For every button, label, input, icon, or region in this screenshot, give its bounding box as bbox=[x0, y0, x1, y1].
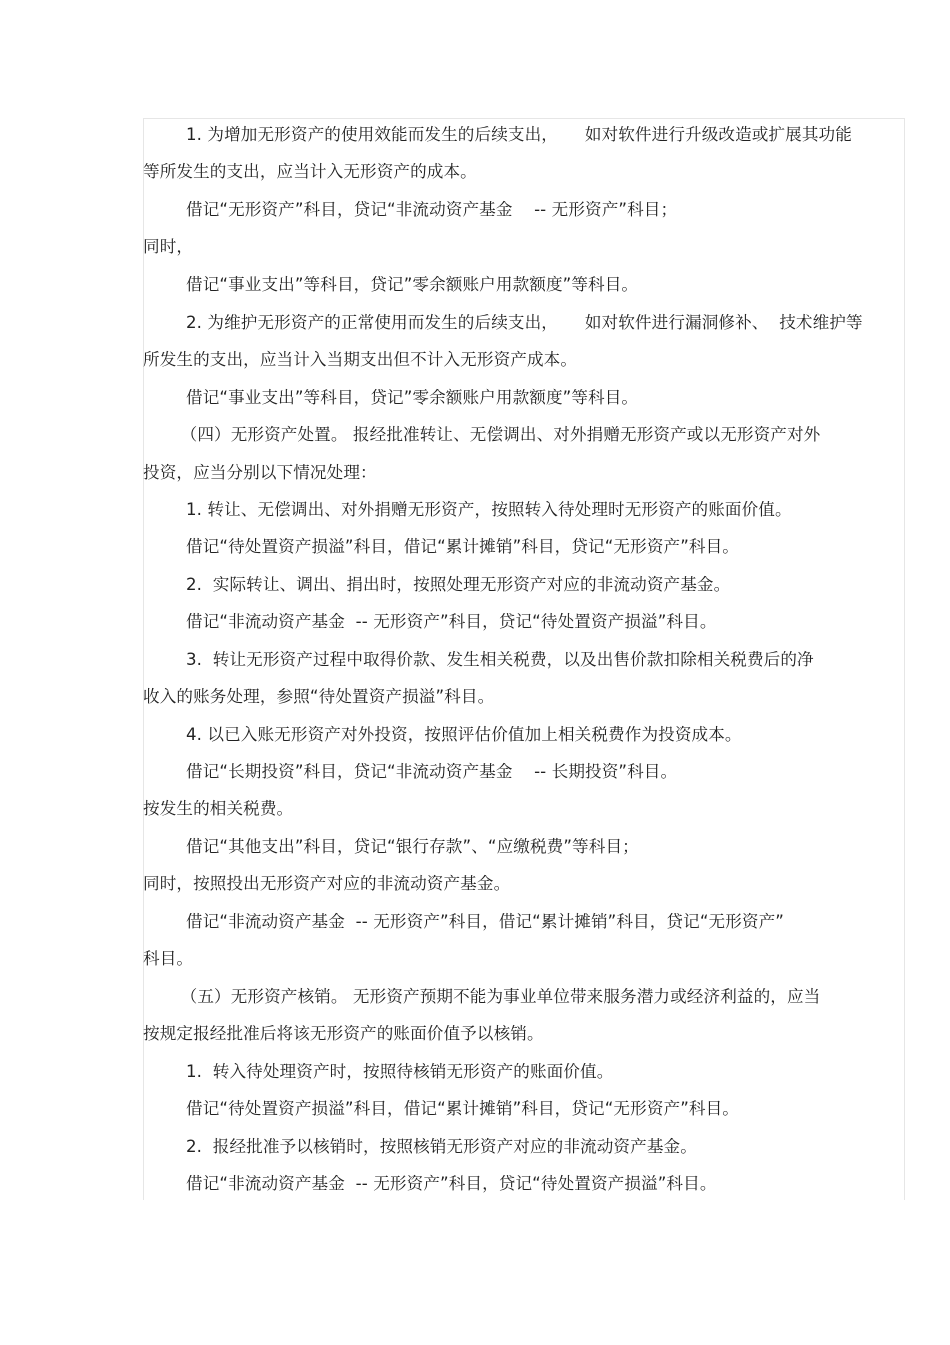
text-line: 借记“非流动资产基金 -- 无形资产”科目，贷记“待处置资产损溢”科目。 bbox=[143, 612, 717, 631]
text-line: 借记“其他支出”科目，贷记“银行存款”、“应缴税费”等科目； bbox=[143, 837, 639, 856]
text-line: （五）无形资产核销。 无形资产预期不能为事业单位带来服务潜力或经济利益的，应当 bbox=[143, 987, 821, 1006]
text-line: 2. 为维护无形资产的正常使用而发生的后续支出， 如对软件进行漏洞修补、 技术维护等 bbox=[143, 313, 863, 332]
text-line: 借记“非流动资产基金 -- 无形资产”科目，借记“累计摊销”科目，贷记“无形资产” bbox=[143, 912, 784, 931]
text-line: 等所发生的支出，应当计入无形资产的成本。 bbox=[143, 162, 477, 181]
text-line: 借记“无形资产”科目，贷记“非流动资产基金 -- 无形资产”科目； bbox=[143, 200, 678, 219]
text-line: 投资，应当分别以下情况处理： bbox=[143, 463, 377, 482]
text-line: 借记“待处置资产损溢”科目，借记“累计摊销”科目，贷记“无形资产”科目。 bbox=[143, 1099, 739, 1118]
text-line: 1. 转让、无偿调出、对外捐赠无形资产，按照转入待处理时无形资产的账面价值。 bbox=[143, 500, 792, 519]
text-line: 2. 实际转让、调出、捐出时，按照处理无形资产对应的非流动资产基金。 bbox=[143, 575, 731, 594]
text-line: （四）无形资产处置。 报经批准转让、无偿调出、对外捐赠无形资产或以无形资产对外 bbox=[143, 425, 821, 444]
text-line: 4. 以已入账无形资产对外投资，按照评估价值加上相关税费作为投资成本。 bbox=[143, 725, 742, 744]
text-line: 借记“事业支出”等科目，贷记”零余额账户用款额度”等科目。 bbox=[143, 388, 639, 407]
text-line: 借记“事业支出”等科目，贷记”零余额账户用款额度”等科目。 bbox=[143, 275, 639, 294]
text-line: 2. 报经批准予以核销时，按照核销无形资产对应的非流动资产基金。 bbox=[143, 1137, 697, 1156]
text-line: 3. 转让无形资产过程中取得价款、发生相关税费，以及出售价款扣除相关税费后的净 bbox=[143, 650, 814, 669]
text-line: 按规定报经批准后将该无形资产的账面价值予以核销。 bbox=[143, 1024, 544, 1043]
text-line: 借记“非流动资产基金 -- 无形资产”科目，贷记“待处置资产损溢”科目。 bbox=[143, 1174, 717, 1193]
text-line: 借记“长期投资”科目，贷记“非流动资产基金 -- 长期投资”科目。 bbox=[143, 762, 678, 781]
text-line: 1. 为增加无形资产的使用效能而发生的后续支出， 如对软件进行升级改造或扩展其功能 bbox=[143, 125, 852, 144]
text-line: 所发生的支出，应当计入当期支出但不计入无形资产成本。 bbox=[143, 350, 578, 369]
text-line: 同时， bbox=[143, 237, 194, 256]
text-line: 按发生的相关税费。 bbox=[143, 799, 294, 818]
text-line: 同时，按照投出无形资产对应的非流动资产基金。 bbox=[143, 874, 511, 893]
text-line: 科目。 bbox=[143, 949, 194, 968]
text-line: 1. 转入待处理资产时，按照待核销无形资产的账面价值。 bbox=[143, 1062, 614, 1081]
text-line: 收入的账务处理，参照“待处置资产损溢”科目。 bbox=[143, 687, 495, 706]
text-line: 借记“待处置资产损溢”科目，借记“累计摊销”科目，贷记“无形资产”科目。 bbox=[143, 537, 739, 556]
